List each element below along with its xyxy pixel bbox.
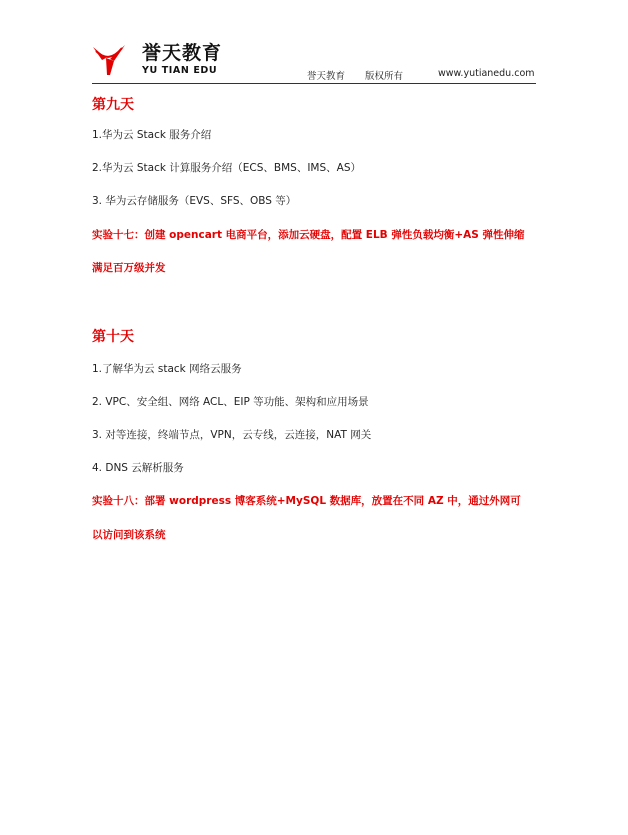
header-org: 誉天教育 [307, 71, 346, 82]
list-item: 2. VPC、安全组、网络 ACL、EIP 等功能、架构和应用场景 [92, 396, 369, 408]
logo-chinese-text: 誉天教育 [142, 42, 223, 64]
header-website: www.yutianedu.com [438, 68, 535, 79]
header-rule [92, 83, 536, 84]
list-item: 2.华为云 Stack 计算服务介绍（ECS、BMS、IMS、AS） [92, 162, 361, 174]
list-item: 4. DNS 云解析服务 [92, 462, 184, 474]
header-rights: 版权所有 [365, 71, 404, 82]
logo-english-text: YU TIAN EDU [142, 65, 218, 76]
list-item: 3. 对等连接，终端节点，VPN，云专线，云连接，NAT 网关 [92, 429, 372, 441]
lab-line: 满足百万级并发 [92, 262, 166, 274]
day-title: 第九天 [92, 97, 134, 113]
lab-line: 实验十七：创建 opencart 电商平台，添加云硬盘，配置 ELB 弹性负载均衡+AS 弹性伸缩 [92, 229, 525, 241]
list-item: 1.华为云 Stack 服务介绍 [92, 129, 212, 141]
lab-line: 实验十八：部署 wordpress 博客系统+MySQL 数据库，放置在不同 AZ 中，通过外网可 [92, 495, 521, 507]
yutian-logo-icon [92, 42, 126, 76]
list-item: 3. 华为云存储服务（EVS、SFS、OBS 等） [92, 195, 297, 207]
list-item: 1.了解华为云 stack 网络云服务 [92, 363, 242, 375]
lab-line: 以访问到该系统 [92, 529, 166, 541]
page-header [92, 38, 536, 84]
day-title: 第十天 [92, 329, 134, 345]
